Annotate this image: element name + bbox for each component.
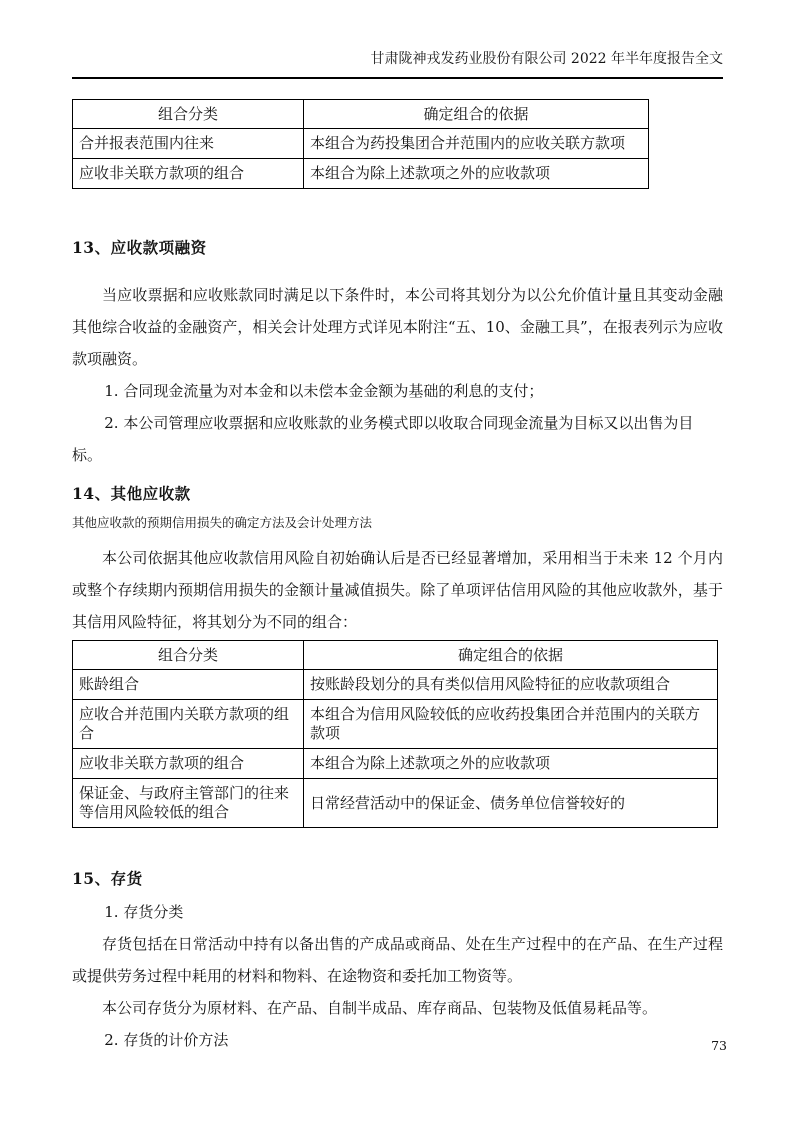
table-cell: 保证金、与政府主管部门的往来等信用风险较低的组合 bbox=[73, 779, 304, 828]
table-header-row bbox=[73, 641, 718, 670]
table-cell: 本组合为除上述款项之外的应收款项 bbox=[304, 749, 718, 779]
table-cell: 本组合为信用风险较低的应收药投集团合并范围内的关联方款项 bbox=[304, 700, 718, 749]
header-title: 甘肃陇神戎发药业股份有限公司 2022 年半年度报告全文 bbox=[370, 51, 723, 67]
table-header-cell: 组合分类 bbox=[73, 100, 304, 129]
section-15-list-item-1: 1. 存货分类 bbox=[104, 903, 184, 921]
section-14-subtitle: 其他应收款的预期信用损失的确定方法及会计处理方法 bbox=[72, 515, 373, 530]
page-number: 73 bbox=[711, 1038, 727, 1053]
table-row bbox=[73, 159, 649, 189]
table-header-cell: 组合分类 bbox=[73, 641, 304, 670]
section-14-paragraph: 本公司依据其他应收款信用风险自初始确认后是否已经显著增加，采用相当于未来 12 个月内或整个存续期内预期信用损失的金额计量减值损失。除了单项评估信用风险的其他应收款外，基于其信用风险特征，将其划分为不同的组合： bbox=[72, 549, 723, 631]
section-15-paragraph-1: 存货包括在日常活动中持有以备出售的产成品或商品、处在生产过程中的在产品、在生产过程或提供劳务过程中耗用的材料和物料、在途物资和委托加工物资等。 bbox=[72, 935, 723, 985]
table-row bbox=[73, 779, 718, 828]
section-14-heading: 14、其他应收款 bbox=[72, 484, 191, 503]
table-row bbox=[73, 700, 718, 749]
page-content bbox=[72, 0, 723, 1056]
section-13-paragraph: 当应收票据和应收账款同时满足以下条件时，本公司将其划分为以公允价值计量且其变动金融其他综合收益的金融资产，相关会计处理方式详见本附注“五、10、金融工具”，在报表列示为应收款项融资。 bbox=[72, 286, 723, 368]
section-13-list-item-1: 1. 合同现金流量为对本金和以未偿本金金额为基础的利息的支付； bbox=[104, 382, 544, 400]
table-header-row bbox=[73, 100, 649, 129]
section-15-paragraph-2: 本公司存货分为原材料、在产品、自制半成品、库存商品、包装物及低值易耗品等。 bbox=[102, 999, 658, 1017]
table-row bbox=[73, 129, 649, 159]
table-cell: 应收合并范围内关联方款项的组合 bbox=[73, 700, 304, 749]
table-cell: 应收非关联方款项的组合 bbox=[73, 159, 304, 189]
page-header bbox=[72, 0, 723, 79]
table-cell: 应收非关联方款项的组合 bbox=[73, 749, 304, 779]
table-cell: 账龄组合 bbox=[73, 670, 304, 700]
table-cell: 按账龄段划分的具有类似信用风险特征的应收款项组合 bbox=[304, 670, 718, 700]
table-cell: 日常经营活动中的保证金、债务单位信誉较好的 bbox=[304, 779, 718, 828]
section-13-heading: 13、应收款项融资 bbox=[72, 238, 207, 257]
table-header-cell: 确定组合的依据 bbox=[304, 100, 649, 129]
section-13-list-item-2: 2. 本公司管理应收票据和应收账款的业务模式即以收取合同现金流量为目标又以出售为目标。 bbox=[72, 414, 694, 464]
table-row bbox=[73, 670, 718, 700]
table-header-cell: 确定组合的依据 bbox=[304, 641, 718, 670]
other-receivables-portfolio-table bbox=[72, 640, 718, 828]
receivables-portfolio-table bbox=[72, 99, 649, 189]
table-cell: 合并报表范围内往来 bbox=[73, 129, 304, 159]
table-cell: 本组合为药投集团合并范围内的应收关联方款项 bbox=[304, 129, 649, 159]
table-cell: 本组合为除上述款项之外的应收款项 bbox=[304, 159, 649, 189]
section-15-heading: 15、存货 bbox=[72, 869, 143, 888]
table-row bbox=[73, 749, 718, 779]
section-15-list-item-2: 2. 存货的计价方法 bbox=[104, 1031, 229, 1049]
